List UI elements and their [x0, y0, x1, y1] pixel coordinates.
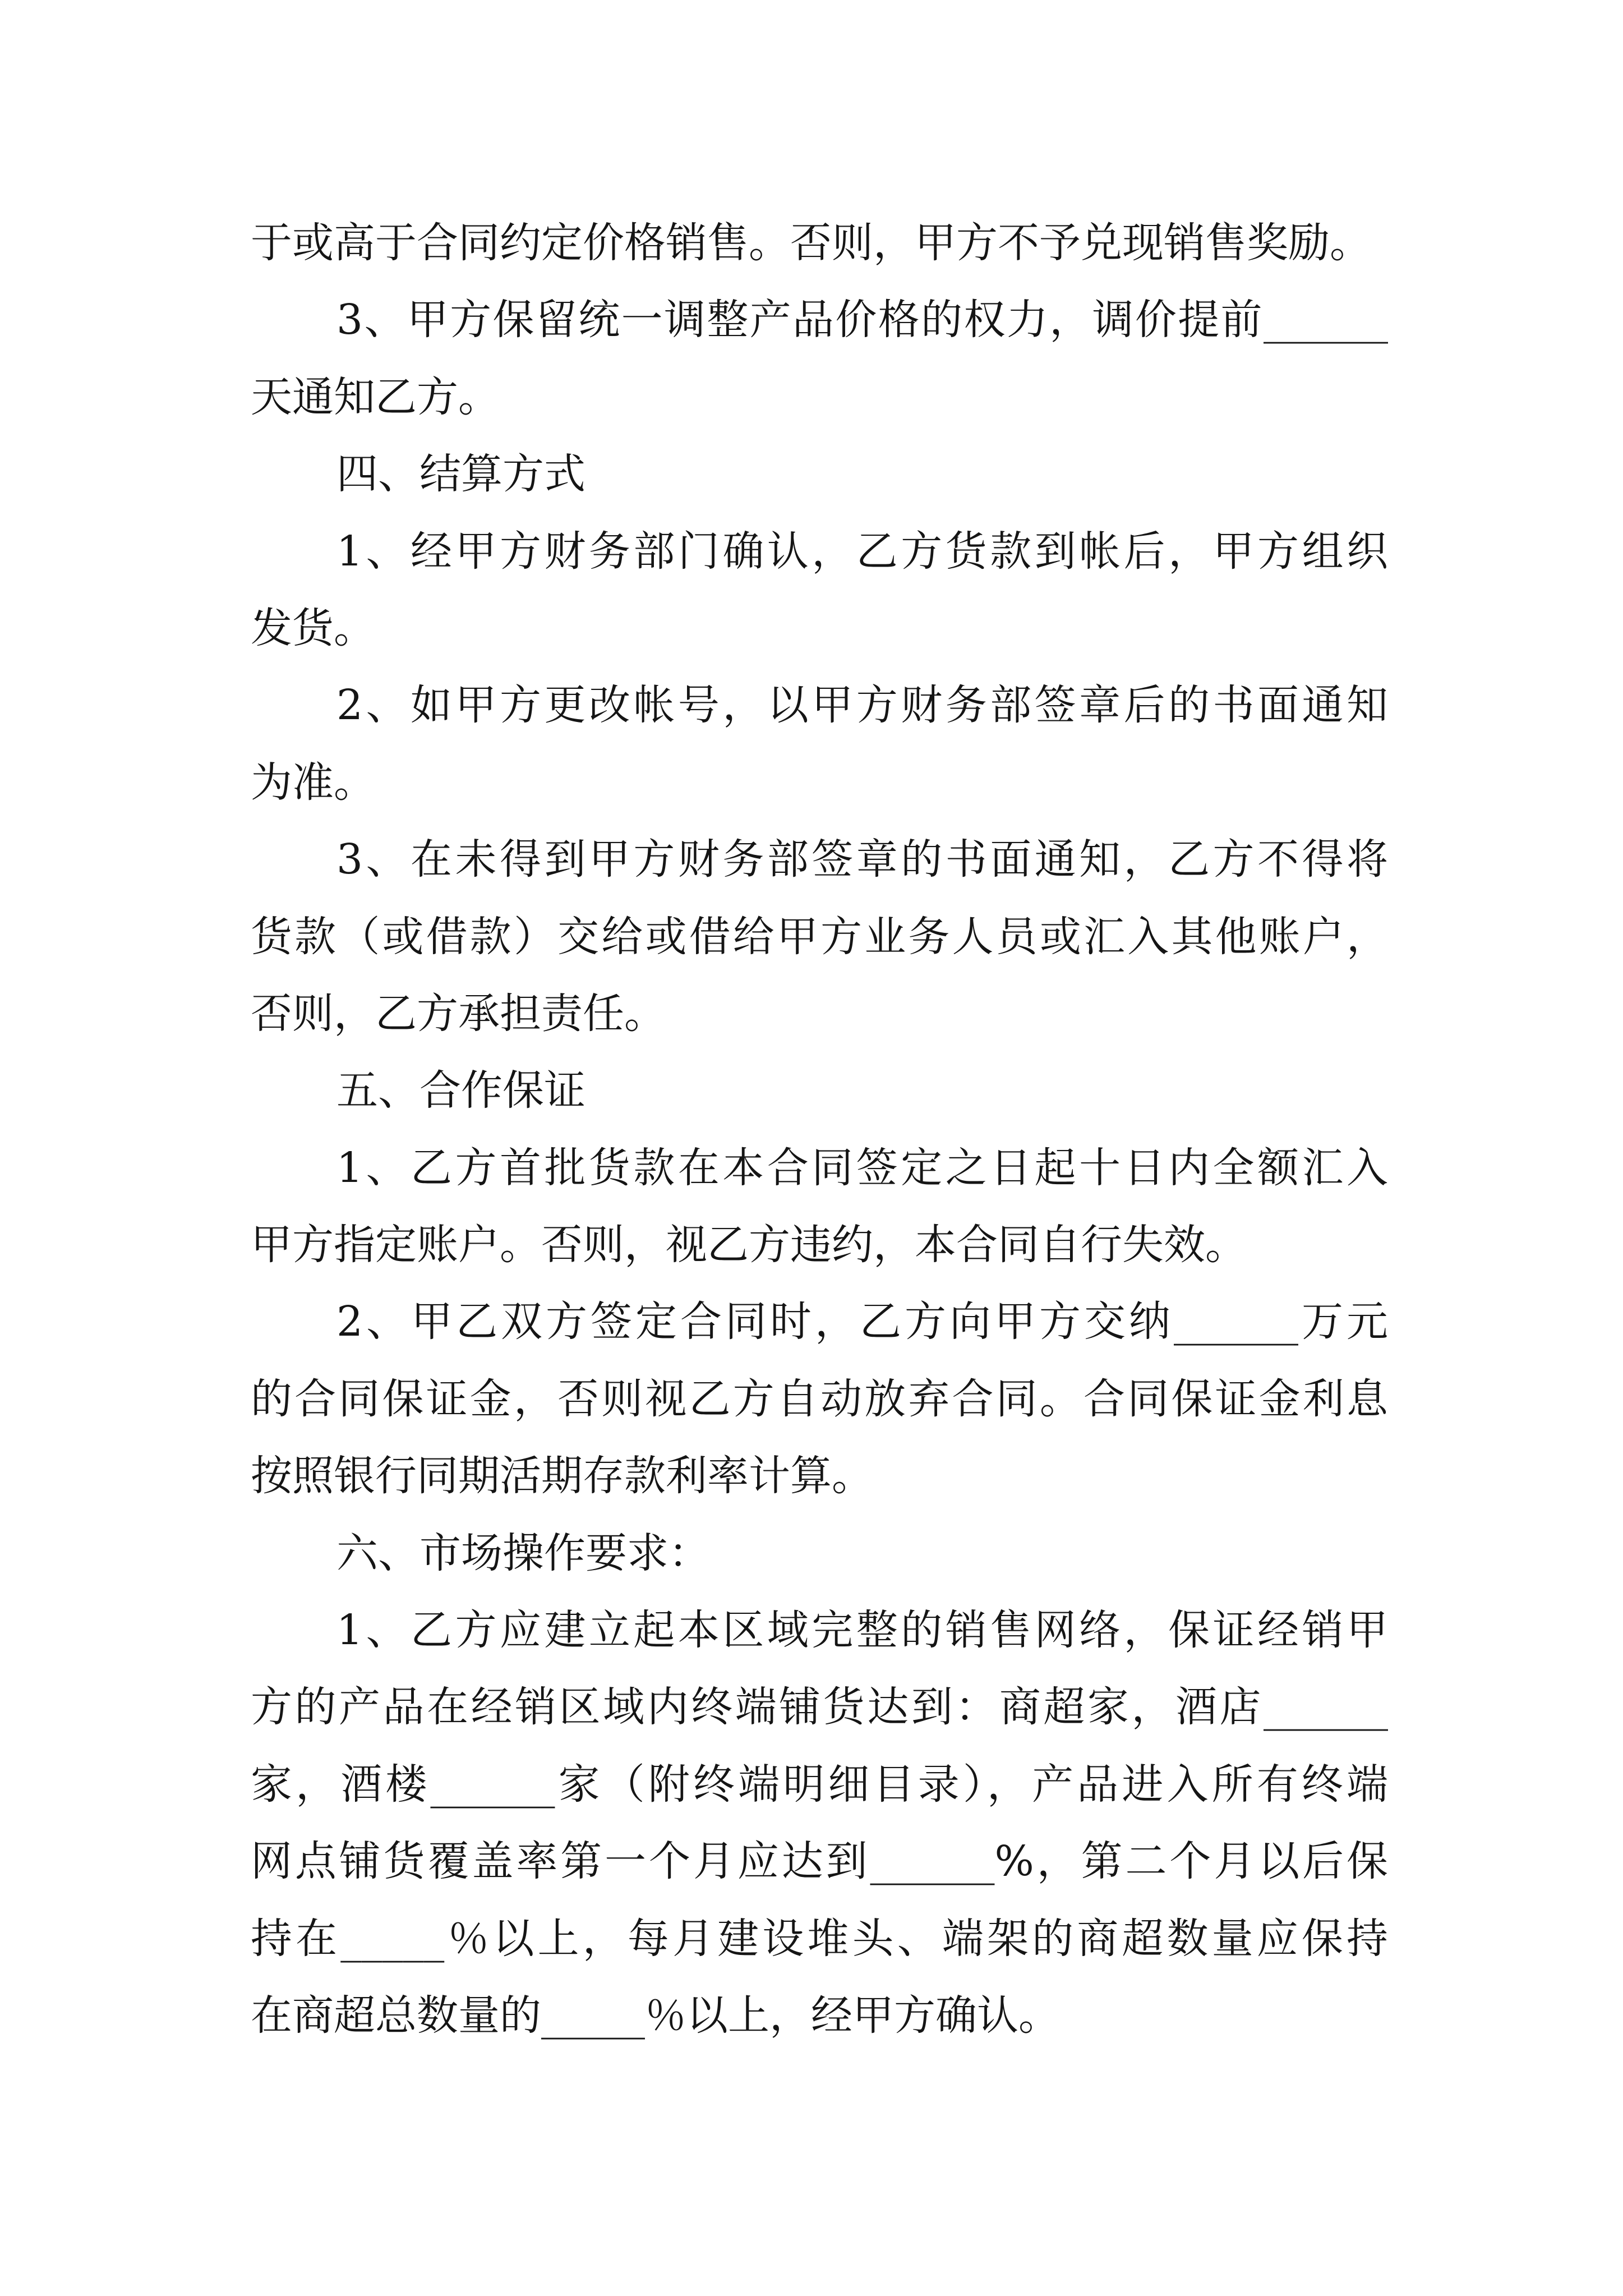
heading-text: 四、结算方式: [336, 450, 585, 499]
text-line: 2、甲乙双方签定合同时，乙方向甲方交纳______万元: [336, 1297, 1388, 1346]
text-line: 货款（或借款）交给或借给甲方业务人员或汇入其他账户，: [251, 912, 1388, 961]
text-line: 否则，乙方承担责任。: [251, 989, 666, 1038]
text-line: 按照银行同期活期存款利率计算。: [251, 1452, 873, 1501]
paragraph: [251, 282, 1388, 436]
paragraph: [251, 205, 1388, 282]
text-line: 发货。: [251, 604, 375, 652]
text-line: 1、乙方首批货款在本合同签定之日起十日内全额汇入: [336, 1143, 1388, 1192]
paragraph: [251, 1283, 1388, 1515]
text-line: 的合同保证金，否则视乙方自动放弃合同。合同保证金利息: [251, 1374, 1388, 1423]
text-line: 在商超总数量的_____％以上，经甲方确认。: [251, 1991, 1060, 2040]
text-line: 为准。: [251, 758, 375, 807]
text-line: 1、乙方应建立起本区域完整的销售网络，保证经销甲: [336, 1606, 1388, 1655]
paragraph: [251, 513, 1388, 668]
text-line: 3、甲方保留统一调整产品价格的权力，调价提前______: [336, 296, 1388, 344]
text-line: 1、经甲方财务部门确认，乙方货款到帐后，甲方组织: [336, 527, 1388, 576]
text-line: 持在_____％以上，每月建设堆头、端架的商超数量应保持: [251, 1914, 1388, 1963]
section-heading: [251, 436, 1388, 513]
text-line: 网点铺货覆盖率第一个月应达到______%，第二个月以后保: [251, 1837, 1388, 1886]
heading-text: 五、合作保证: [336, 1066, 585, 1115]
paragraph: [251, 1130, 1388, 1284]
text-line: 3、在未得到甲方财务部签章的书面通知，乙方不得将: [336, 835, 1388, 884]
section-heading: [251, 1052, 1388, 1129]
paragraph: [251, 667, 1388, 821]
heading-text: 六、市场操作要求：: [336, 1529, 710, 1577]
text-line: 天通知乙方。: [251, 372, 500, 421]
document-body: [251, 205, 1388, 2054]
text-line: 甲方指定账户。否则，视乙方违约，本合同自行失效。: [251, 1221, 1247, 1269]
paragraph: [251, 1592, 1388, 2054]
paragraph: [251, 821, 1388, 1052]
text-line: 方的产品在经销区域内终端铺货达到：商超家，酒店______: [251, 1683, 1388, 1732]
section-heading: [251, 1515, 1388, 1592]
text-line: 家，酒楼______家（附终端明细目录），产品进入所有终端: [251, 1760, 1388, 1809]
text-line: 2、如甲方更改帐号，以甲方财务部签章后的书面通知: [336, 681, 1388, 730]
text-line: 于或高于合同约定价格销售。否则，甲方不予兑现销售奖励。: [251, 219, 1371, 267]
